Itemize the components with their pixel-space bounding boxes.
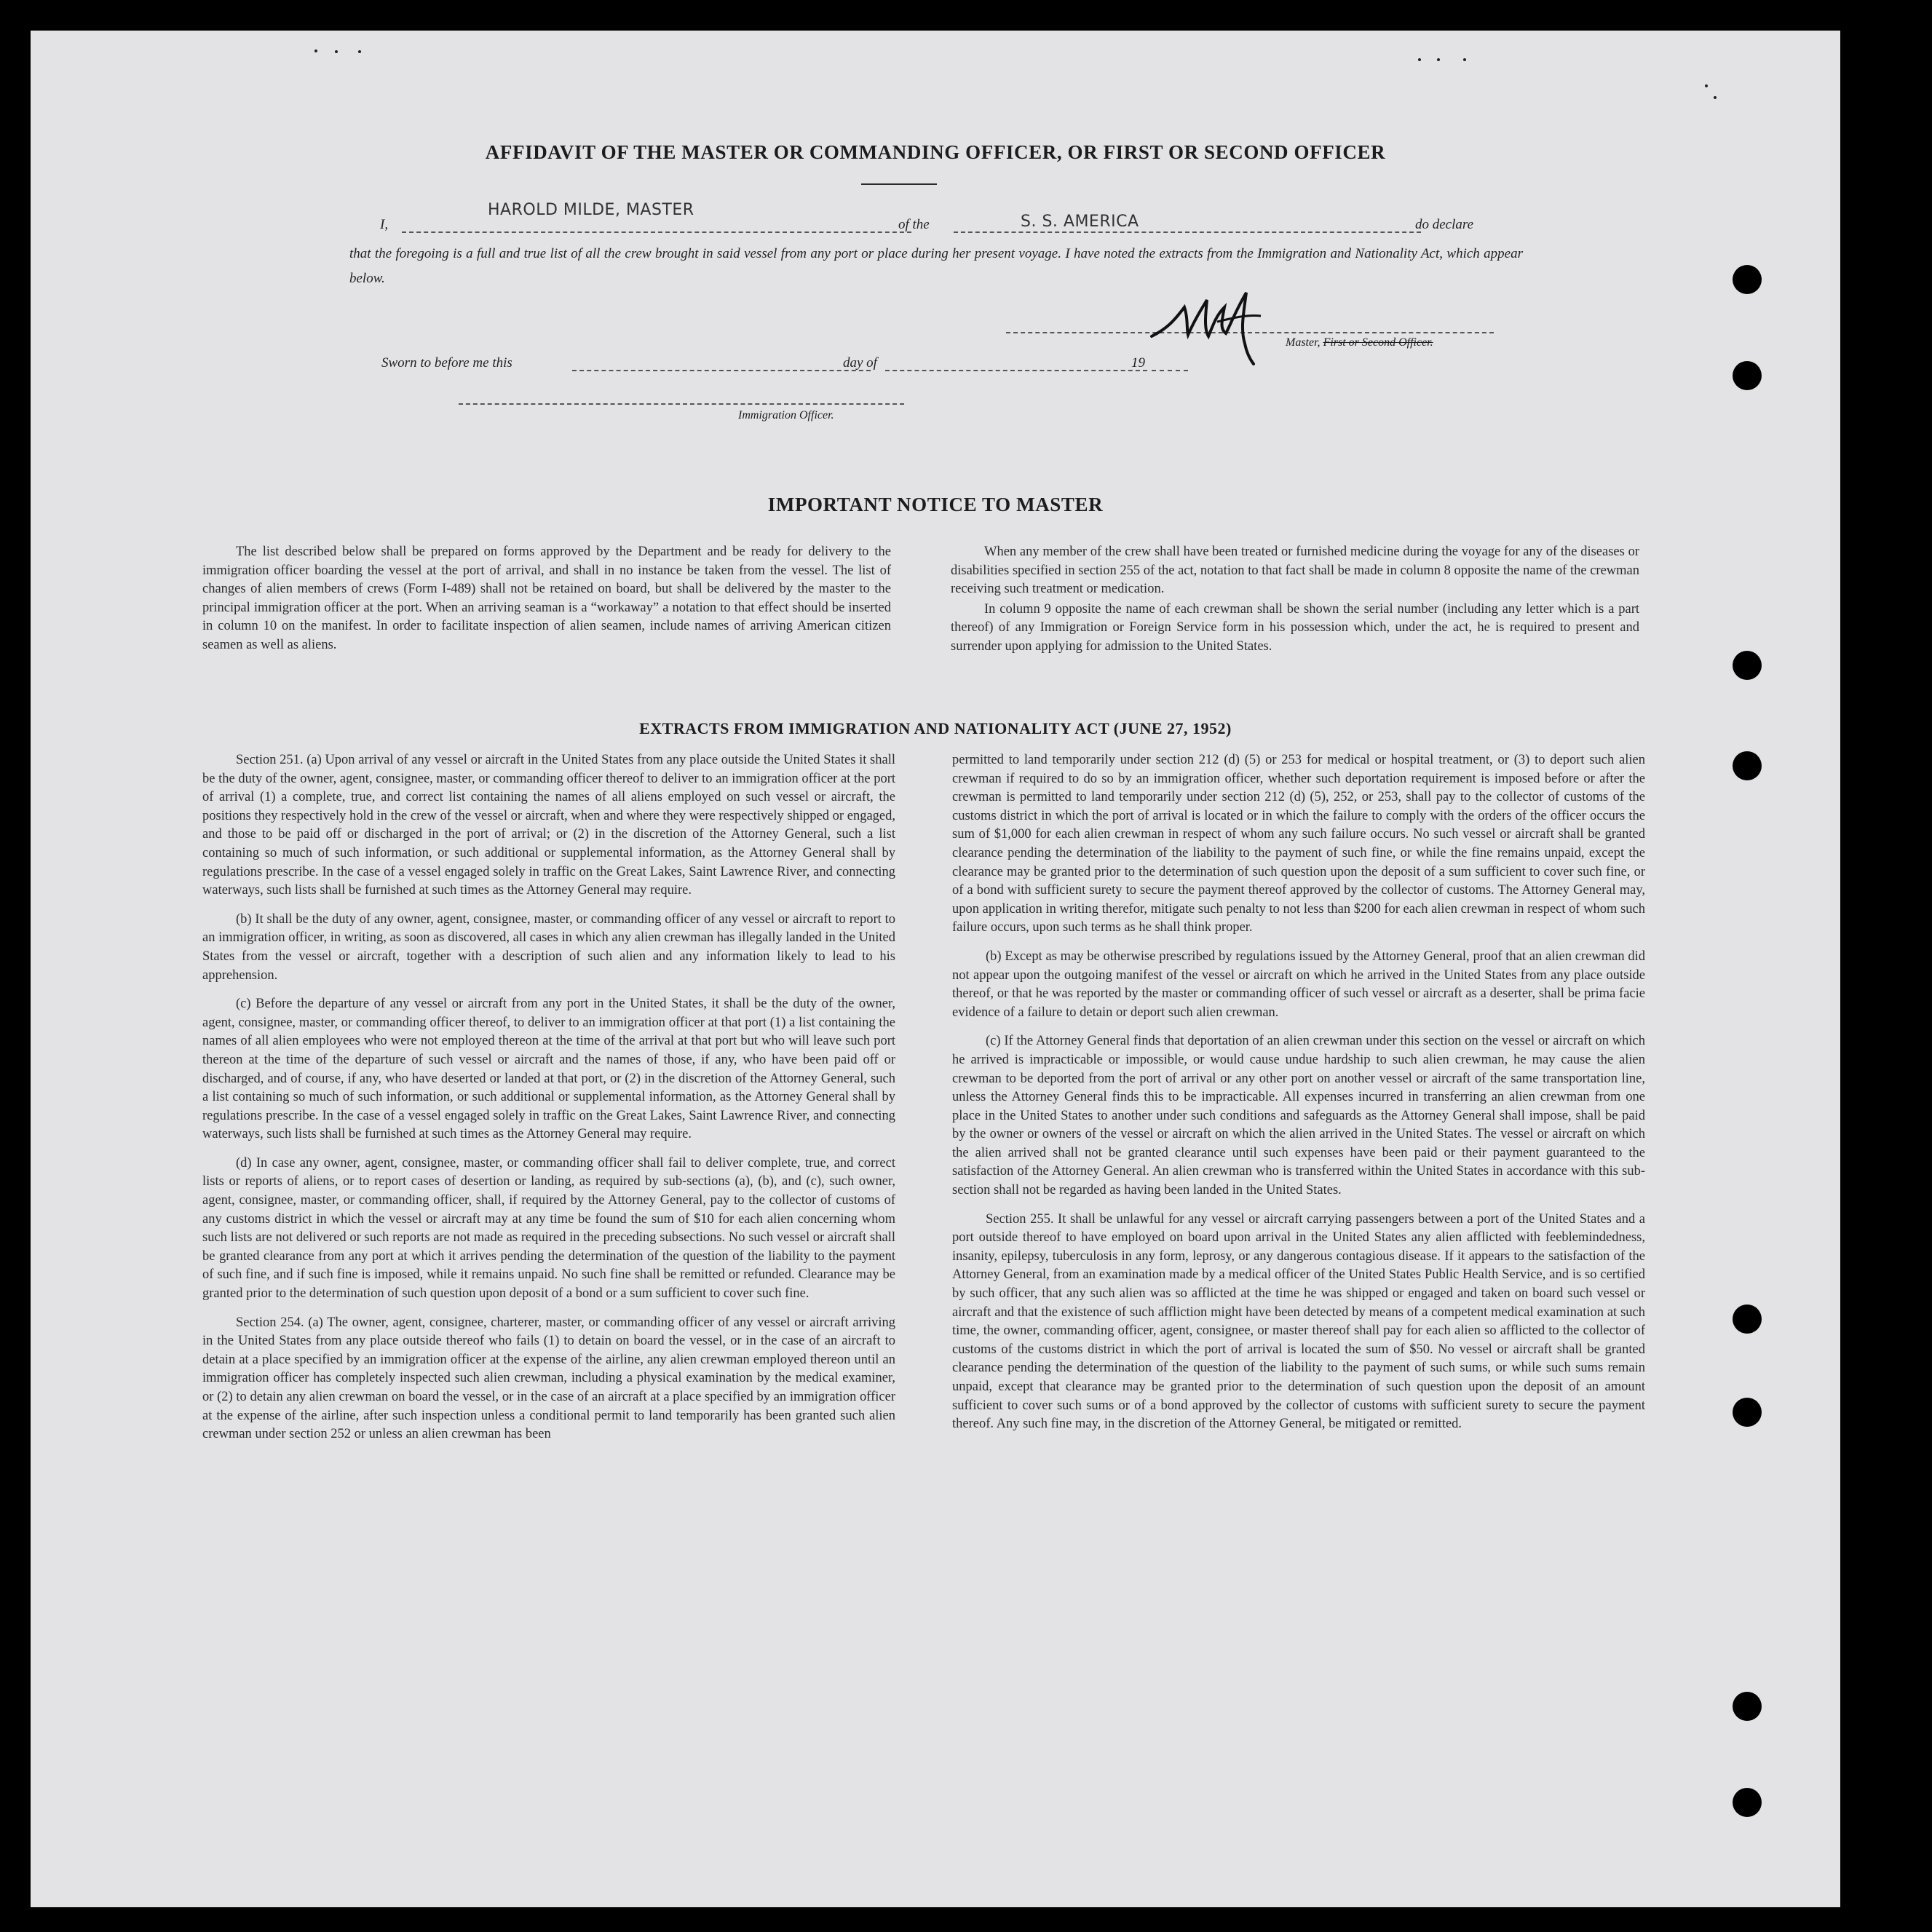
year-label: 19 [1131, 355, 1145, 371]
speck [1714, 96, 1717, 99]
declaration-text: that the foregoing is a full and true list of all the crew brought in said vessel from any port or place during her present voyage. I have noted the extracts from the Immigration and Nationality Act, which appear below. [349, 246, 1523, 286]
binder-hole-icon [1733, 1398, 1762, 1427]
speck [358, 50, 361, 53]
notice-left-column [202, 543, 891, 657]
sworn-day-line [572, 370, 871, 371]
binder-hole-icon [1733, 265, 1762, 294]
section-251b: (b) It shall be the duty of any owner, agent, consignee, master, or commanding officer of any vessel or aircraft to report to an immigration officer, in writing, as soon as discovered, all cases in which any alien crewman has illegally landed in the United States from the vessel or aircraft, together with a description of such alien and any information likely to lead to his apprehension. [202, 911, 895, 983]
section-255: Section 255. It shall be unlawful for any vessel or aircraft carrying passengers between a port of the United States and a port outside thereof to have employed on board upon arrival in the United States any alien afflicted with feeblemindedness, insanity, epilepsy, tuberculosis in any form, leprosy, or any dangerous contagious disease. If it appears to the satisfaction of the Attorney General, from an examination made by a medical officer of the United States Public Health Service, and is so certified by such officer, that any such alien was so afflicted at the time he was shipped or engaged and taken on board such vessel or aircraft and that the existence of such affliction might have been detected by means of a competent medical examination at such time, the owner, commanding officer, agent, consignee, or master thereof shall pay for each alien so afflicted to the collector of customs of the customs district in which the port of arrival is located the sum of $50. No vessel or aircraft shall be granted clearance pending the determination of the question of the liability to the payment of such sums, or while such sums remain unpaid, except that clearance may be granted prior to the determination of such question upon the deposit of an amount sufficient to cover such sums or of a bond approved by the collector of customs with sufficient surety to secure the payment thereof. Any such fine may, in the discretion of the Attorney General, be mitigated or remitted. [952, 1211, 1645, 1432]
officer-line [459, 403, 904, 405]
section-254a-continued: permitted to land temporarily under section 212 (d) (5) or 253 for medical or hospital treatment, or (3) to deport such alien crewman if required to do so by an immigration officer, whether such deportation requirement is imposed before or after the crewman is permitted to land temporarily under section 212 (d) (5), 252, or 253, shall pay to the collector of customs of the customs district in which the port of arrival is located or in which the failure to comply with the orders of the officer occurs the sum of $1,000 for each alien crewman in respect of whom any such failure occurs. No such vessel or aircraft shall be granted clearance pending the determination of the liability to the payment of such fine, or while the fine remains unpaid, except the clearance may be granted prior to the determination of such question upon the deposit of a sum sufficient to cover such fine, or of a bond with sufficient surety to secure the payment thereof approved by the collector of customs. The Attorney General may, upon application in writing therefor, mitigate such penalty to not less than $200 for each alien crewman in respect of whom such failure occurs, upon such terms as he shall think proper. [952, 753, 1645, 935]
sworn-label: Sworn to before me this [381, 355, 512, 371]
struck-officer-label: First or Second Officer. [1323, 336, 1433, 349]
name-line [402, 231, 911, 233]
master-label: Master, [1286, 336, 1321, 349]
binder-hole-icon [1733, 751, 1762, 780]
section-254b: (b) Except as may be otherwise prescribed by regulations issued by the Attorney General, proof that an alien crewman did not appear upon the outgoing manifest of the vessel or aircraft on which he arrived in the United States from any place outside thereof, or that he was reported by the master or commanding officer of such vessel or aircraft as a deserter, shall be prima facie evidence of a failure to detain or deport such alien crewman. [952, 949, 1645, 1020]
signature-caption [1286, 336, 1433, 349]
notice-title: IMPORTANT NOTICE TO MASTER [767, 494, 1104, 515]
affidavit-title: AFFIDAVIT OF THE MASTER OR COMMANDING OFFICER, OR FIRST OR SECOND OFFICER [485, 141, 1386, 163]
document-page [31, 31, 1840, 1907]
speck [1418, 58, 1421, 61]
i-label: I, [380, 217, 389, 232]
extracts-left-column [202, 751, 895, 1454]
vessel-line [954, 231, 1421, 233]
section-254c: (c) If the Attorney General finds that deportation of an alien crewman under this section on the vessel or aircraft on which he arrived is impracticable or impossible, or would cause undue hardship to such alien crewman, he may cause the alien crewman to be deported from the port of arrival or any other port on another vessel or aircraft of the same transportation line, unless the Attorney General finds this to be impracticable. All expenses incurred in transferring an alien crewman from one place in the United States to another under such conditions and safeguards as the Attorney General shall impose, shall be paid by the owner or owners of the vessel or aircraft on which the alien arrived in the United States. The vessel or aircraft on which the alien arrived shall not be granted clearance until such expenses have been paid or their payment guaranteed to the satisfaction of the Attorney General. An alien crewman who is transferred within the United States in accordance with this sub-section shall not be regarded as having been landed in the United States. [952, 1034, 1645, 1198]
notice-right-column [951, 543, 1639, 658]
section-251a: Section 251. (a) Upon arrival of any vessel or aircraft in the United States from any place outside the United States it shall be the duty of the owner, agent, consignee, master, or commanding officer thereof to deliver to an immigration officer at the port of arrival (1) a complete, true, and correct list containing the names of all aliens employed on such vessel or aircraft, the positions they respectively hold in the crew of the vessel or aircraft, when and where they were respectively shipped or engaged, and those to be paid off or discharged in the port of arrival; or (2) in the discretion of the Attorney General, such a list containing so much of such information, or such additional or supplemental information, as the Attorney General shall by regulations prescribe. In the case of a vessel engaged solely in traffic on the Great Lakes, Saint Lawrence River, and connecting waterways, such lists shall be furnished at such times as the Attorney General may require. [202, 753, 895, 898]
binder-hole-icon [1733, 1692, 1762, 1721]
notice-left-paragraph: The list described below shall be prepared on forms approved by the Department and be ready for delivery to the immigration officer boarding the vessel at the port of arrival, and shall in no instance be taken from the vessel. The list of changes of alien members of crews (Form I-489) shall not be retained on board, but shall be delivered by the master to the principal immigration officer at the port. When an arriving seaman is a “workaway” a notation to that effect should be inserted in column 10 on the manifest. In order to facilitate inspection of alien seamen, include names of arriving American citizen seamen as well as aliens. [202, 545, 891, 652]
extracts-title: EXTRACTS FROM IMMIGRATION AND NATIONALITY ACT (JUNE 27, 1952) [639, 719, 1232, 737]
master-name-value: HAROLD MILDE, MASTER [488, 201, 694, 219]
do-declare-label: do declare [1415, 217, 1474, 232]
extracts-right-column [952, 751, 1645, 1444]
binder-hole-icon [1733, 651, 1762, 680]
notice-right-paragraph-1: When any member of the crew shall have been treated or furnished medicine during the voyage for any of the diseases or disabilities specified in section 255 of the act, notation to that fact shall be made in column 8 opposite the name of the crewman receiving such treatment or medication. [951, 545, 1639, 597]
day-of-label: day of [843, 355, 877, 371]
title-divider [861, 183, 937, 185]
sworn-year-line [1152, 370, 1188, 371]
binder-hole-icon [1733, 361, 1762, 390]
section-251d: (d) In case any owner, agent, consignee, master, or commanding officer shall fail to deliver complete, true, and correct lists or reports of aliens, or to report cases of desertion or landing, as required by sub-sections (a), (b), and (c), such owner, agent, consignee, master, or commanding officer, shall, if required by the Attorney General, pay to the collector of customs of any customs district in which the vessel or aircraft may at any time be found the sum of $10 for each alien concerning whom such lists are not delivered or such reports are not made as required in the preceding subsections. No such vessel or aircraft shall be granted clearance from any port at which it arrives pending the determination of the question of the liability to the payment of such fine, and if such fine is imposed, while it remains unpaid. No such fine shall be remitted or refunded. Clearance may be granted prior to the determination of such question upon deposit of a bond or a sum sufficient to cover such fine. [202, 1155, 895, 1302]
speck [1705, 84, 1708, 87]
sworn-month-line [885, 370, 1147, 371]
notice-right-paragraph-2: In column 9 opposite the name of each crewman shall be shown the serial number (including any letter which is a part thereof) of any Immigration or Foreign Service form in his possession which, under the act, he is required to present and surrender upon applying for admission to the United States. [951, 601, 1639, 654]
section-251c: (c) Before the departure of any vessel or aircraft from any port in the United States, it shall be the duty of the owner, agent, consignee, master, or commanding officer thereof, to deliver to an immigration officer at that port (1) a list containing the names of all alien employees who were not employed thereon at the time of the arrival at that port but who will leave such port thereon at the time of the departure of such vessel or aircraft and the names of those, if any, who have been paid off or discharged, and of course, if any, who have deserted or landed at that port, or (2) in the discretion of the Attorney General, such a list containing so much of such information, or such additional or supplemental information, as the Attorney General shall by regulations prescribe. In the case of a vessel engaged solely in traffic on the Great Lakes, Saint Lawrence River, and connecting waterways, such lists shall be furnished at such times as the Attorney General may require. [202, 997, 895, 1142]
immigration-officer-label: Immigration Officer. [738, 409, 834, 421]
speck [1437, 58, 1440, 61]
speck [1463, 58, 1466, 61]
speck [335, 50, 338, 53]
binder-hole-icon [1733, 1305, 1762, 1334]
binder-hole-icon [1733, 1788, 1762, 1817]
of-the-label: of the [898, 217, 930, 232]
signature-icon [1144, 278, 1290, 365]
section-254a: Section 254. (a) The owner, agent, consignee, charterer, master, or commanding officer of any vessel or aircraft arriving in the United States from any place outside thereof who fails (1) to detain on board the vessel, or in the case of an aircraft to detain at a place specified by an immigration officer at the expense of the airline, any alien crewman employed thereon until an immigration officer has completely inspected such alien crewman, including a physical examination by the medical examiner, or (2) to detain any alien crewman on board the vessel, or in the case of an aircraft at a place specified by an immigration officer at the expense of the airline, after such inspection unless a conditional permit to land temporarily has been granted such alien crewman under section 252 or unless an alien crewman has been [202, 1315, 895, 1442]
speck [314, 50, 317, 52]
vessel-name-value: S. S. AMERICA [1021, 213, 1139, 231]
